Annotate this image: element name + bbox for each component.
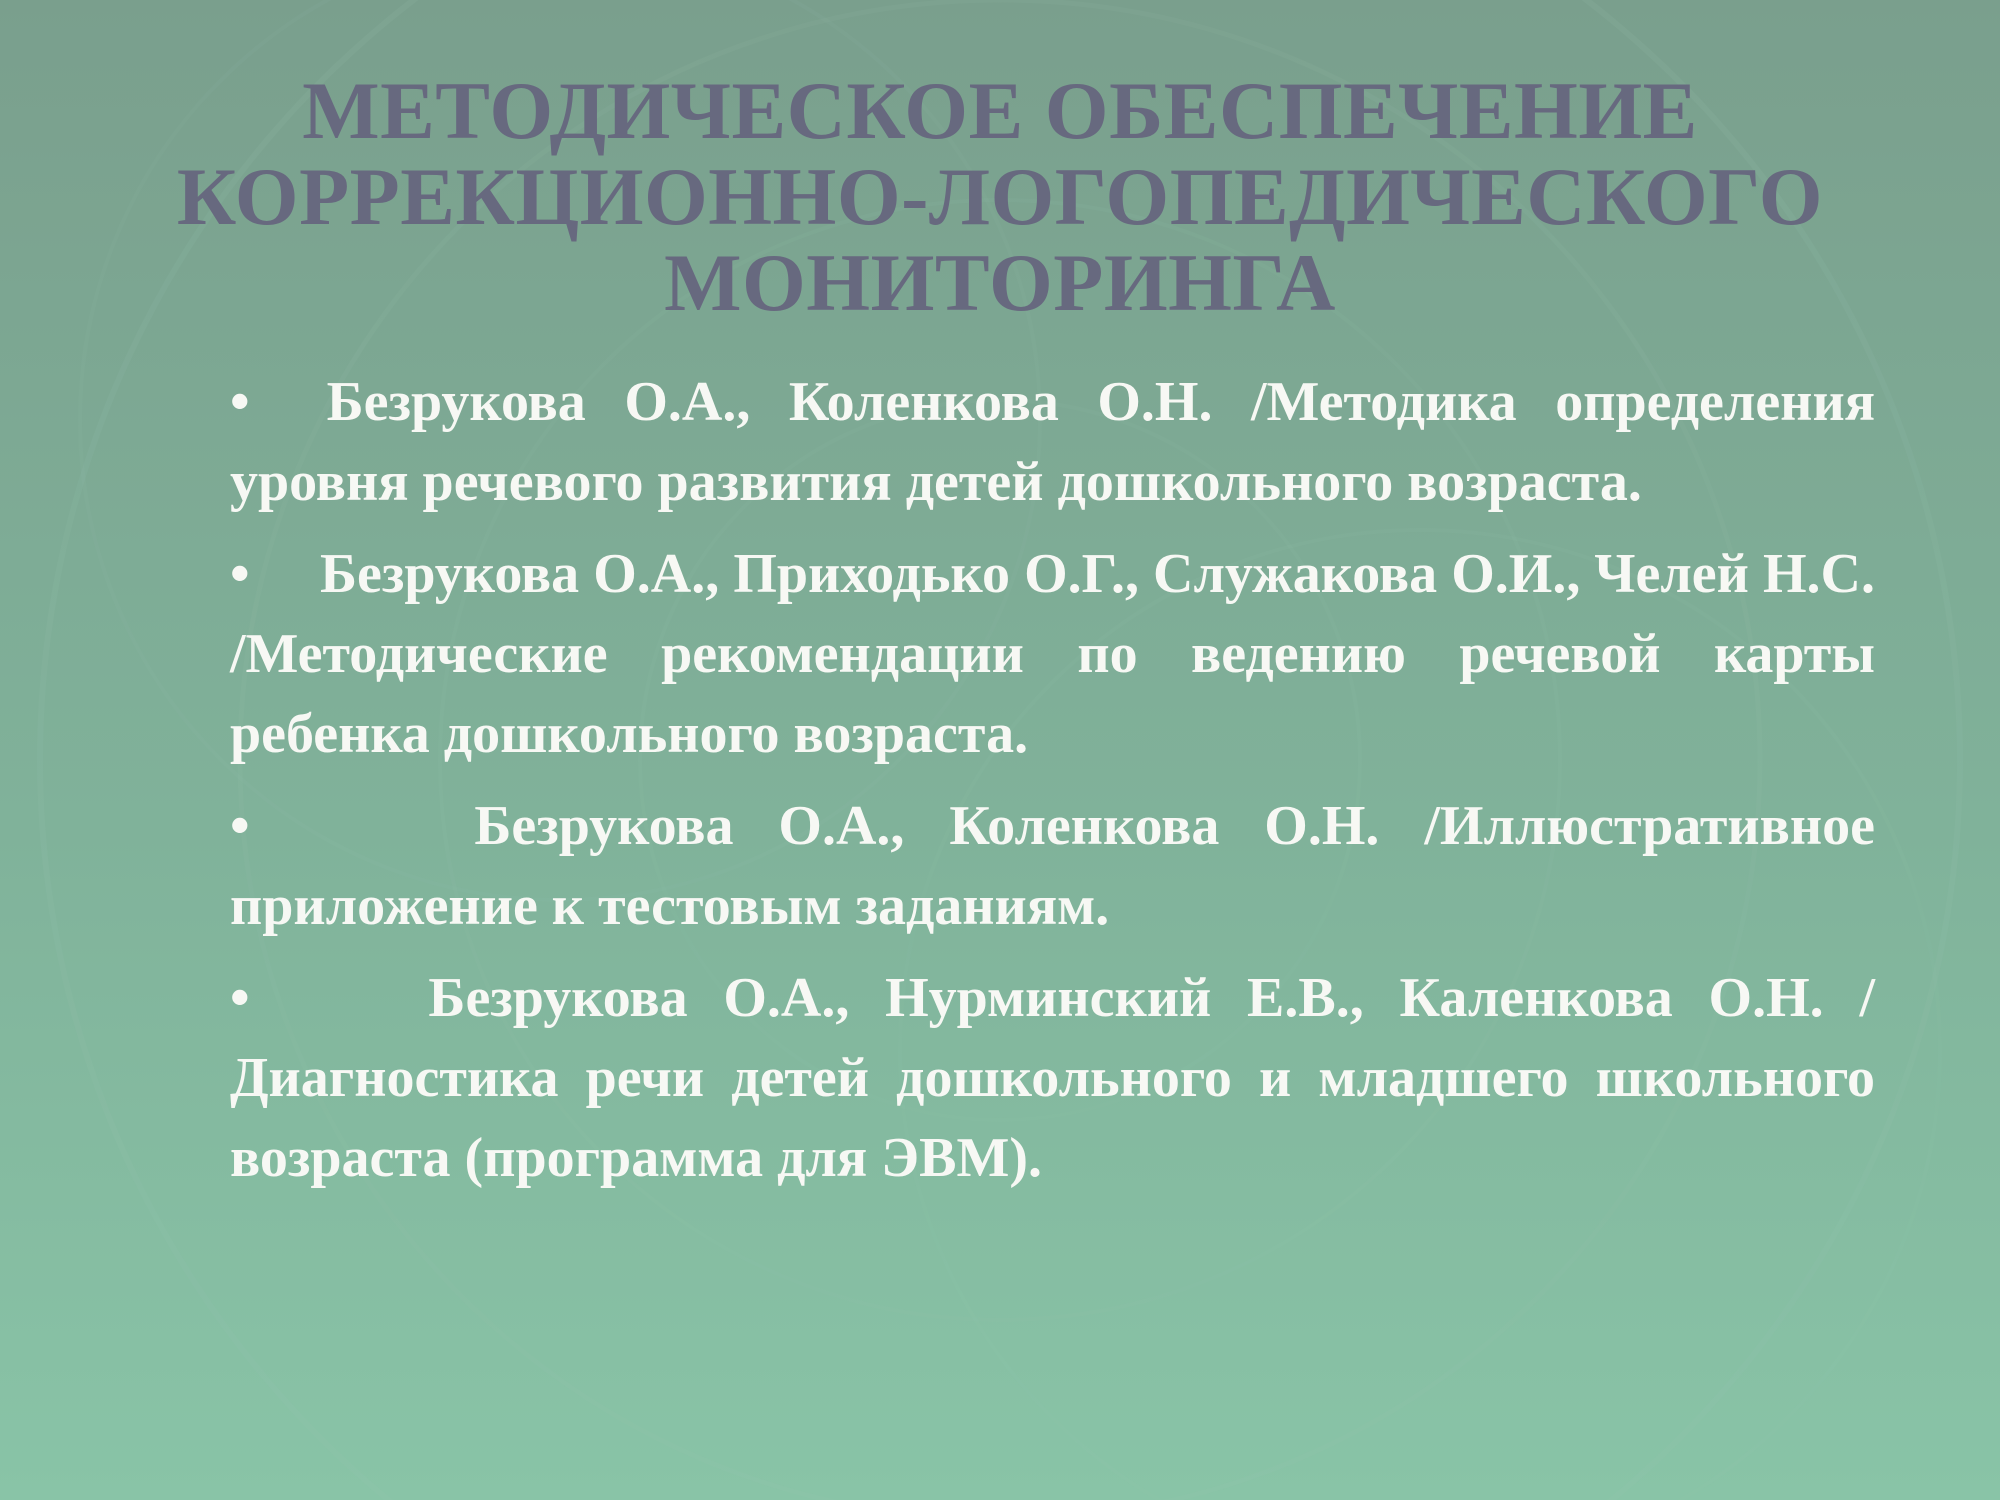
bibliography-item-text: • Безрукова О.А., Нурминский Е.В., Каленкова О.Н. /Диагностика речи детей дошкольного и младшего школьного возраста (программа для ЭВМ).	[230, 967, 1889, 1189]
bibliography-item-3	[230, 786, 1889, 946]
bibliography-item-text: • Безрукова О.А., Приходько О.Г., Служакова О.И., Челей Н.С. /Методические рекомендации по ведению речевой карты ребенка дошкольного возраста.	[230, 543, 1889, 765]
title-line-2: КОРРЕКЦИОННО-ЛОГОПЕДИЧЕСКОГО	[176, 151, 1824, 242]
bibliography-item-4	[230, 958, 1889, 1198]
title-line-1: МЕТОДИЧЕСКОЕ ОБЕСПЕЧЕНИЕ	[302, 65, 1698, 156]
slide-title	[100, 65, 1900, 328]
bibliography-item-text: • Безрукова О.А., Коленкова О.Н. /Иллюстративное приложение к тестовым заданиям.	[230, 795, 1889, 937]
bibliography-list	[230, 362, 1889, 1210]
bibliography-item-1	[230, 362, 1889, 522]
bibliography-item-text: • Безрукова О.А., Коленкова О.Н. /Методика определения уровня речевого развития детей дошкольного возраста.	[230, 371, 1889, 513]
bibliography-item-2	[230, 534, 1889, 774]
title-line-3: МОНИТОРИНГА	[664, 237, 1336, 328]
